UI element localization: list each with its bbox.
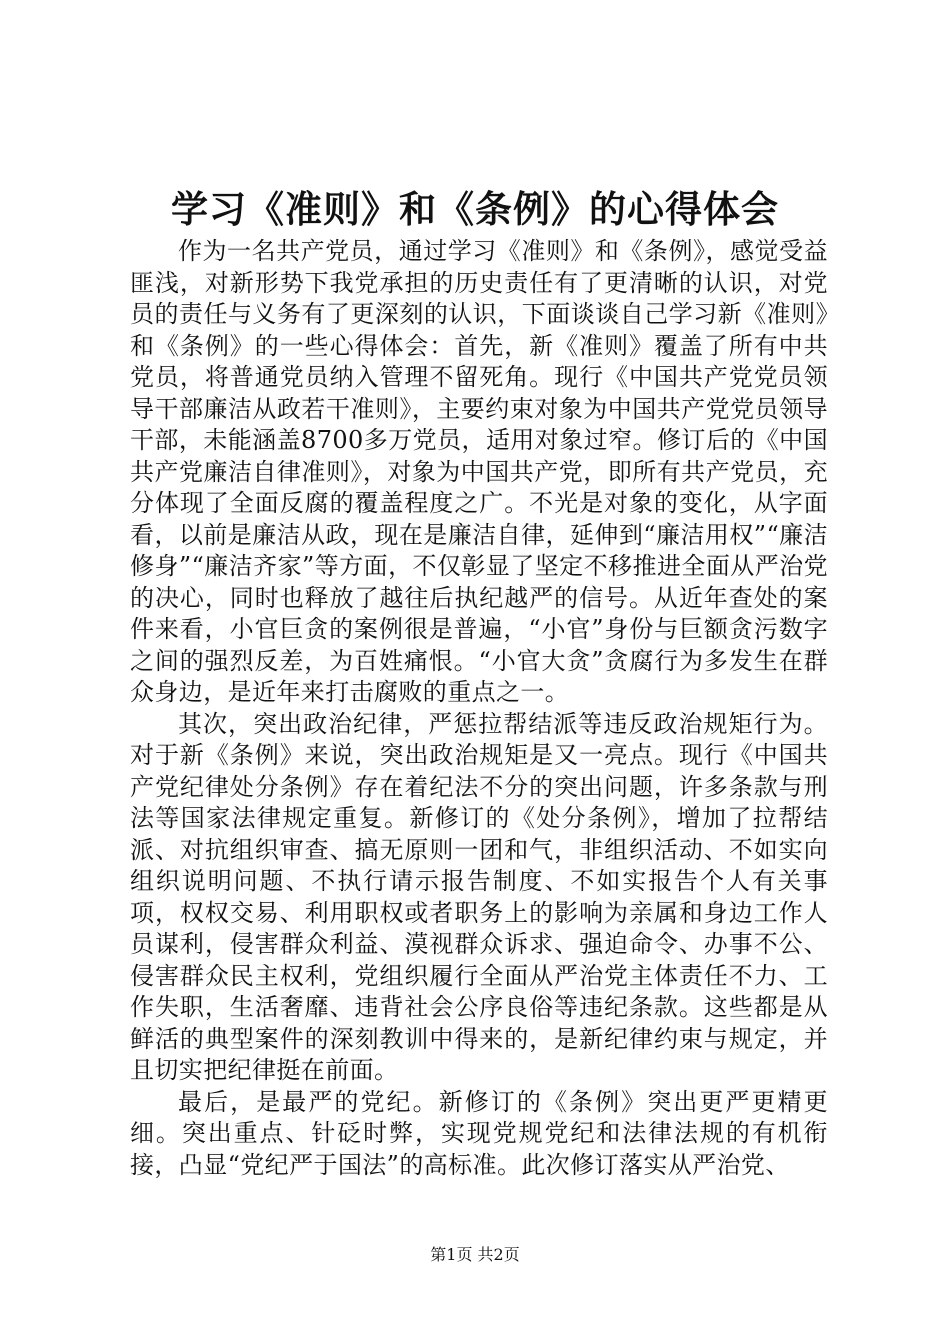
- page-number-footer: 第1页 共2页: [430, 1245, 520, 1264]
- paragraph-3: 最后，是最严的党纪。新修订的《条例》突出更严更精更细。突出重点、针砭时弊，实现党规党纪和法律法规的有机衔接，凸显“党纪严于国法”的高标准。此次修订落实从严治党、: [130, 1087, 828, 1179]
- paragraph-2: 其次，突出政治纪律，严惩拉帮结派等违反政治规矩行为。对于新《条例》来说，突出政治规矩是又一亮点。现行《中国共产党纪律处分条例》存在着纪法不分的突出问题，许多条款与刑法等国家法律规定重复。新修订的《处分条例》，增加了拉帮结派、对抗组织审查、搞无原则一团和气，非组织活动、不如实向组织说明问题、不执行请示报告制度、不如实报告个人有关事项，权权交易、利用职权或者职务上的影响为亲属和身边工作人员谋利，侵害群众利益、漠视群众诉求、强迫命令、办事不公、侵害群众民主权利，党组织履行全面从严治党主体责任不力、工作失职，生活奢靡、违背社会公序良俗等违纪条款。这些都是从鲜活的典型案件的深刻教训中得来的，是新纪律约束与规定，并且切实把纪律挺在前面。: [130, 709, 828, 1084]
- document-title: 学习《准则》和《条例》的心得体会: [171, 187, 779, 231]
- document-body: [130, 236, 828, 1181]
- paragraph-1: 作为一名共产党员，通过学习《准则》和《条例》，感觉受益匪浅，对新形势下我党承担的历史责任有了更清晰的认识，对党员的责任与义务有了更深刻的认识，下面谈谈自己学习新《准则》和《条例》的一些心得体会：首先，新《准则》覆盖了所有中共党员，将普通党员纳入管理不留死角。现行《中国共产党党员领导干部廉洁从政若干准则》，主要约束对象为中国共产党党员领导干部，未能涵盖8700多万党员，适用对象过窄。修订后的《中国共产党廉洁自律准则》，对象为中国共产党，即所有共产党员，充分体现了全面反腐的覆盖程度之广。不光是对象的变化，从字面看，以前是廉洁从政，现在是廉洁自律，延伸到“廉洁用权”“廉洁修身”“廉洁齐家”等方面，不仅彰显了坚定不移推进全面从严治党的决心，同时也释放了越往后执纪越严的信号。从近年查处的案件来看，小官巨贪的案例很是普遍，“小官”身份与巨额贪污数字之间的强烈反差，为百姓痛恨。“小官大贪”贪腐行为多发生在群众身边，是近年来打击腐败的重点之一。: [130, 237, 828, 706]
